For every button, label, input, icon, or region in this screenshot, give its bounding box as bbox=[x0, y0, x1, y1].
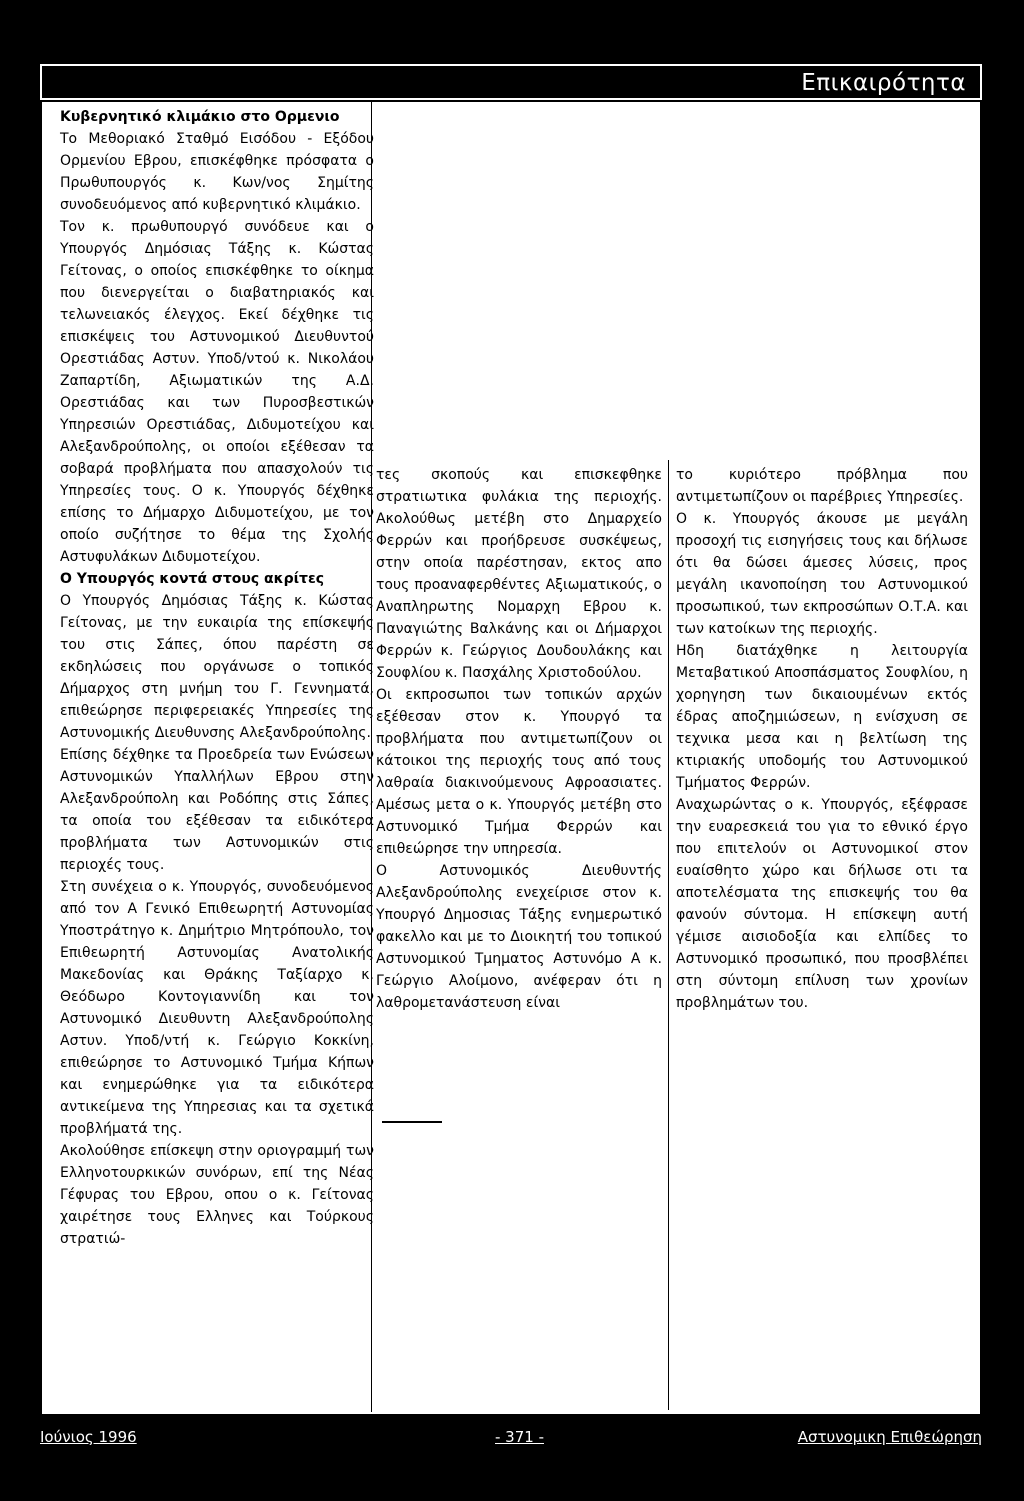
end-of-column-rule bbox=[382, 1121, 442, 1123]
paragraph: Αναχωρώντας ο κ. Υπουργός, εξέφρασε την ευαρεσκειά του για το εθνικό έργο που επιτελούν οι Αστυνομικοί στον ευαίσθητο χώρο και δήλωσε οτι τα αποτελέσματα της επισκεψής του θα φανούν σύντομα. Η επίσκεψη αυτή γέμισε αισιοδοξία και ελπίδες το Αστυνομικό προσωπικό, που προσβλέπει στη σύντομη επίλυση των χρονίων προβλημάτων του. bbox=[676, 797, 968, 1011]
paragraph: Ο Αστυνομικός Διευθυντής Αλεξανδρούπολης ενεχείρισε στον κ. Υπουργό Δημοσιας Τάξης ενημερωτικό φακελλο και με το Διοικητή του τοπικού Αστυνομικού Τμηματος Αστυνόμο Α κ. Γεώργιο Αλοίμονο, ανέφεραν ότι η λαθρομετανάστευση είναι bbox=[376, 863, 662, 1011]
paragraph: το κυριότερο πρόβλημα που αντιμετωπίζουν οι παρέβριες Υπηρεσίες. bbox=[676, 467, 968, 505]
publication-name: Αστυνομικη Επιθεώρηση bbox=[797, 1428, 982, 1446]
paragraph: τες σκοπούς και επισκεφθηκε στρατιωτικα φυλάκια της περιοχής. Ακολούθως μετέβη στο Δημαρχείο Φερρών και προήδρευσε συσκέψεως, στην οποία παρέστησαν, εκτος απο τους προαναφερθέντες Αξιωματικούς, ο Αναπληρωτης Νομαρχη Εβρου κ. Παναγιώτης Βαλκάνης και οι Δήμαρχοι Φερρών κ. Γεώργιος Δουδουλάκης και Σουφλίου κ. Πασχάλης Χριστοδούλου. bbox=[376, 467, 662, 681]
paragraph: Ο κ. Υπουργός άκουσε με μεγάλη προσοχή τις εισηγήσεις τους και δήλωσε ότι θα δώσει άμεσες λύσεις, προς μεγάλη ικανοποίηση του Αστυνομικού προσωπικού, των εκπροσώπων Ο.Τ.Α. και των κατοίκων της περιοχής. bbox=[676, 511, 968, 637]
article-subheading: Ο Υπουργός κοντά στους ακρίτες bbox=[60, 571, 325, 587]
section-header bbox=[40, 64, 982, 100]
paragraph: Στη συνέχεια ο κ. Υπουργός, συνοδευόμενος από τον Α Γενικό Επιθεωρητή Αστυνομίας Υποστράτηγο κ. Δημήτριο Μητρόπουλο, τον Επιθεωρητή Αστυνομίας Ανατολικής Μακεδονίας και Θράκης Ταξίαρχο κ. Θεόδωρο Κοντογιαννίδη και τον Αστυνομικό Διευθυντη Αλεξανδρούπολης Αστυν. Υποδ/ντή κ. Γεώργιο Κοκκίνη, επιθεώρησε το Αστυνομικό Τμήμα Κήπων και ενημερώθηκε για τα ειδικότερα αντικείμενα της Υπηρεσιας και τα σχετικά προβλήματά της. bbox=[60, 879, 374, 1137]
article-heading: Κυβερνητικό κλιμάκιο στο Ορμενιο bbox=[60, 109, 340, 125]
paragraph: Τον κ. πρωθυπουργό συνόδευε και ο Υπουργός Δημόσιας Τάξης κ. Κώστας Γείτονας, ο οποίος επισκέφθηκε το οίκημα που διενεργείται ο διαβατηριακός και τελωνειακός έλεγχος. Εκεί δέχθηκε τις επισκέψεις του Αστυνομικού Διευθυντού Ορεστιάδας Αστυν. Υποδ/ντού κ. Νικολάου Ζαπαρτίδη, Αξιωματικών της Α.Δ. Ορεστιάδας και των Πυροσβεστικών Υπηρεσιών Ορεστιάδας, Διδυμοτείχου και Αλεξανδρούπολης, οι οποίοι εξέθεσαν τα σοβαρά προβλήματα που απασχολούν τις Υπηρεσίες τους. Ο κ. Υπουργός δέχθηκε επίσης το Δήμαρχο Διδυμοτείχου, με τον οποίο συζήτησε το θέμα της Σχολής Αστυφυλάκων Διδυμοτείχου. bbox=[60, 219, 374, 565]
article-panel bbox=[40, 100, 982, 1416]
page-footer bbox=[40, 1424, 982, 1464]
column-divider bbox=[668, 460, 669, 1410]
paragraph: Ακολούθησε επίσκεψη στην οριογραμμή των Ελληνοτουρκικών συνόρων, επί της Νέας Γέφυρας του Εβρου, οπου ο κ. Γείτονας χαιρέτησε τους Ελληνες και Τούρκους στρατιώ- bbox=[60, 1143, 374, 1247]
paragraph: Ηδη διατάχθηκε η λειτουργία Μεταβατικού Αποσπάσματος Σουφλίου, η χορηγηση των δικαιουμένων εκτός έδρας αποζημιώσεων, η ενίσχυση σε τεχνικα μεσα και η βελτίωση της κτιριακής υποδομής του Αστυνομικού Τμήματος Φερρών. bbox=[676, 643, 968, 791]
article-column-2 bbox=[376, 464, 662, 1014]
article-column-1 bbox=[60, 106, 374, 1250]
paragraph: Οι εκπροσωποι των τοπικών αρχών εξέθεσαν στον κ. Υπουργό τα προβλήματα που αντιμετωπίζουν οι κάτοικοι της περιοχής τους από τους λαθραία διακινούμενους Αφροασιατες. Αμέσως μετα ο κ. Υπουργός μετέβη στο Αστυνομικό Τμήμα Φερρών και επιθεώρησε την υπηρεσία. bbox=[376, 687, 662, 857]
paragraph: Ο Υπουργός Δημόσιας Τάξης κ. Κώστας Γείτονας, με την ευκαιρία της επίσκεψής του στις Σάπες, όπου παρέστη σε εκδηλώσεις που οργάνωσε ο τοπικός Δήμαρχος στη μνήμη του Γ. Γεννηματά, επιθεώρησε περιφερειακές Υπηρεσίες της Αστυνομικής Διευθυνσης Αλεξανδρούπολης. bbox=[60, 593, 374, 741]
page-number: - 371 - bbox=[495, 1428, 544, 1446]
section-title: Επικαιρότητα bbox=[801, 70, 966, 96]
article-column-3 bbox=[676, 464, 968, 1014]
paragraph: Το Μεθοριακό Σταθμό Εισόδου - Εξόδου Ορμενίου Εβρου, επισκέφθηκε πρόσφατα ο Πρωθυπουργός κ. Κων/νος Σημίτης συνοδευόμενος από κυβερνητικό κλιμάκιο. bbox=[60, 131, 374, 213]
issue-date: Ιούνιος 1996 bbox=[40, 1428, 137, 1446]
paragraph: Επίσης δέχθηκε τα Προεδρεία των Ενώσεων Αστυνομικών Υπαλλήλων Εβρου στην Αλεξανδρούπολη και Ροδόπης στις Σάπες, τα οποία του εξέθεσαν τα ειδικότερα προβλήματα των Αστυνομικών στις περιοχές τους. bbox=[60, 747, 374, 873]
